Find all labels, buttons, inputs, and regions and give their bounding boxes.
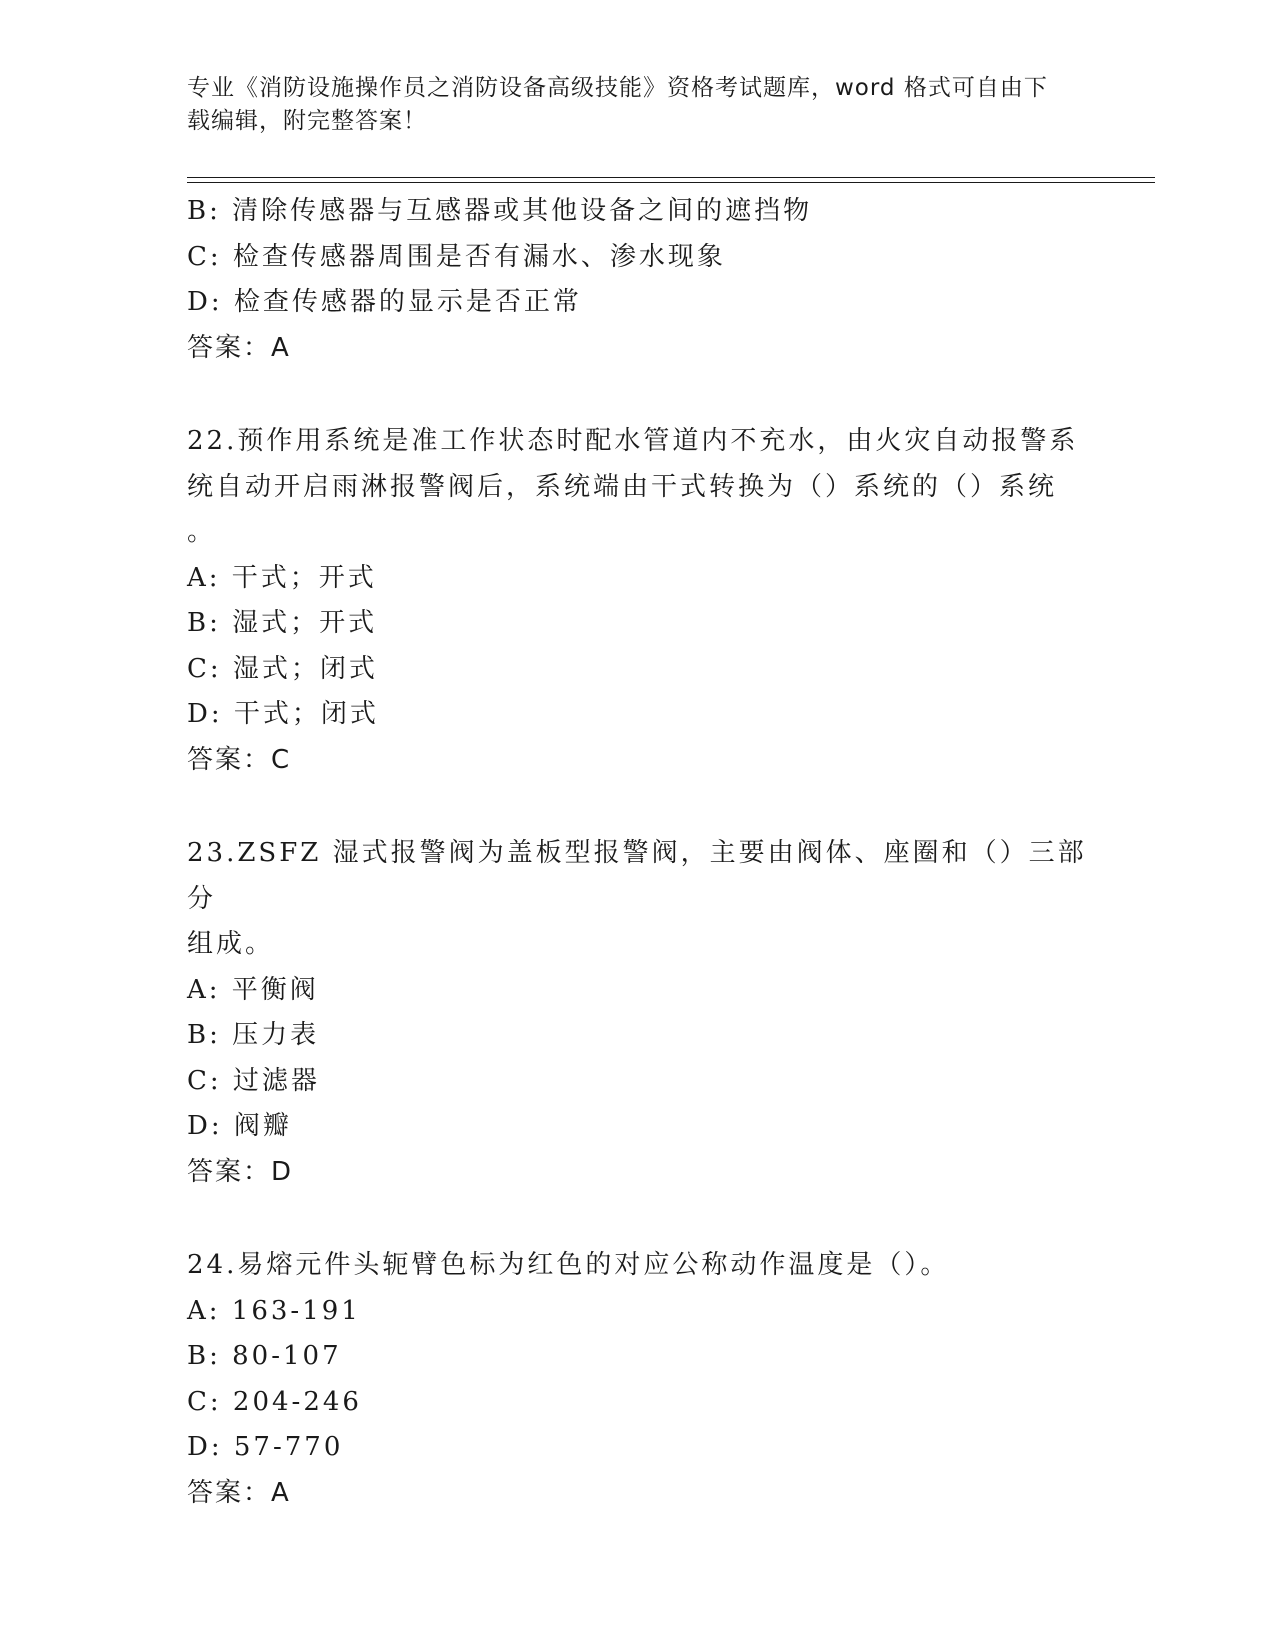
option-d: D: 检查传感器的显示是否正常 — [187, 287, 582, 317]
document-body — [187, 189, 1087, 1516]
option-d: D: 阀瓣 — [187, 1111, 292, 1141]
header-line-2: 载编辑，附完整答案！ — [187, 108, 427, 134]
header-line-1: 专业《消防设施操作员之消防设备高级技能》资格考试题库，word 格式可自由下 — [187, 75, 1048, 101]
answer-line: 答案：D — [187, 1156, 294, 1187]
question-23 — [187, 831, 1087, 1195]
stem-line-2: 统自动开启雨淋报警阀后，系统端由干式转换为（）系统的（）系统 — [187, 471, 1058, 502]
option-d: D: 干式；闭式 — [187, 699, 379, 729]
stem-line-1: 22.预作用系统是准工作状态时配水管道内不充水，由火灾自动报警系 — [187, 426, 1079, 456]
stem-line-1: 24.易熔元件头轭臂色标为红色的对应公称动作温度是（）。 — [187, 1250, 950, 1280]
question-stem — [187, 831, 1087, 968]
header-divider-top — [187, 177, 1155, 178]
option-c: C: 检查传感器周围是否有漏水、渗水现象 — [187, 241, 726, 272]
question-24 — [187, 1243, 1087, 1516]
option-b: B: 湿式；开式 — [187, 608, 378, 638]
header-divider-bottom — [187, 182, 1155, 183]
stem-line-3: 。 — [187, 517, 217, 547]
option-c: C: 过滤器 — [187, 1065, 320, 1096]
question-21-continuation — [187, 189, 1087, 371]
page-header — [187, 72, 1087, 138]
option-c: C: 湿式；闭式 — [187, 653, 378, 684]
answer-line: 答案：A — [187, 332, 291, 363]
option-b: B: 80-107 — [187, 1341, 342, 1371]
option-b: B: 压力表 — [187, 1020, 320, 1050]
option-d: D: 57-770 — [187, 1432, 344, 1462]
option-a: A: 平衡阀 — [187, 974, 319, 1005]
option-a: A: 163-191 — [187, 1295, 361, 1326]
stem-line-2: 组成。 — [187, 929, 275, 959]
stem-line-1: 23.ZSFZ 湿式报警阀为盖板型报警阀，主要由阀体、座圈和（）三部分 — [187, 838, 1087, 914]
answer-line: 答案：A — [187, 1477, 291, 1508]
question-stem — [187, 1243, 1087, 1289]
option-c: C: 204-246 — [187, 1386, 362, 1417]
option-b: B: 清除传感器与互感器或其他设备之间的遮挡物 — [187, 196, 813, 226]
option-a: A: 干式；开式 — [187, 562, 377, 593]
answer-line: 答案：C — [187, 744, 292, 775]
question-stem — [187, 419, 1087, 556]
question-22 — [187, 419, 1087, 783]
